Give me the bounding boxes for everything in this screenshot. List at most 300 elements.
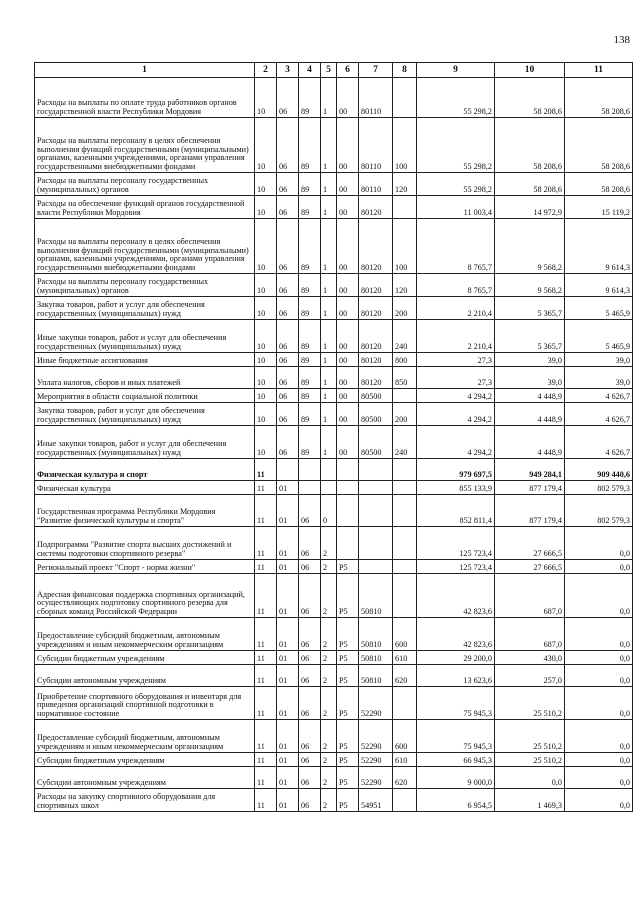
project-code: P5	[337, 665, 359, 687]
section-code: 11	[255, 651, 277, 665]
subsection-code	[277, 459, 299, 481]
amount-col-9: 9 000,0	[417, 767, 495, 789]
amount-col-10: 4 448,9	[495, 389, 565, 403]
target-code: 80120	[359, 297, 393, 320]
expense-type-code: 620	[393, 767, 417, 789]
row-name: Предоставление субсидий бюджетным, автономным учреждениям и иным некоммерческим организациям	[35, 720, 255, 753]
project-code: 00	[337, 274, 359, 297]
amount-col-9: 4 294,2	[417, 389, 495, 403]
subprogram-code: 2	[321, 574, 337, 618]
subprogram-code: 2	[321, 527, 337, 560]
table-row	[35, 219, 633, 274]
expense-type-code	[393, 78, 417, 118]
amount-col-9: 125 723,4	[417, 560, 495, 574]
column-header: 5	[321, 63, 337, 78]
target-code: 80120	[359, 353, 393, 367]
subsection-code: 06	[277, 78, 299, 118]
column-header: 1	[35, 63, 255, 78]
expense-type-code: 120	[393, 173, 417, 196]
project-code: P5	[337, 789, 359, 812]
target-code: 80120	[359, 219, 393, 274]
table-row	[35, 651, 633, 665]
target-code: 80500	[359, 389, 393, 403]
row-name: Субсидии автономным учреждениям	[35, 665, 255, 687]
amount-col-11: 0,0	[565, 720, 633, 753]
expense-type-code: 850	[393, 367, 417, 389]
subprogram-code: 1	[321, 274, 337, 297]
amount-col-10: 0,0	[495, 767, 565, 789]
section-code: 11	[255, 527, 277, 560]
program-code: 06	[299, 574, 321, 618]
amount-col-9: 8 765,7	[417, 219, 495, 274]
row-name: Субсидии автономным учреждениям	[35, 767, 255, 789]
amount-col-10: 27 666,5	[495, 560, 565, 574]
program-code: 06	[299, 527, 321, 560]
table-row	[35, 320, 633, 353]
section-code: 10	[255, 367, 277, 389]
program-code: 89	[299, 173, 321, 196]
column-header: 11	[565, 63, 633, 78]
section-code: 10	[255, 403, 277, 426]
amount-col-11: 802 579,3	[565, 481, 633, 495]
section-code: 11	[255, 767, 277, 789]
amount-col-9: 75 945,3	[417, 720, 495, 753]
subprogram-code: 1	[321, 367, 337, 389]
amount-col-10: 58 208,6	[495, 173, 565, 196]
program-code: 89	[299, 118, 321, 173]
subprogram-code: 2	[321, 720, 337, 753]
subsection-code: 01	[277, 687, 299, 720]
amount-col-11: 39,0	[565, 367, 633, 389]
section-code: 10	[255, 173, 277, 196]
amount-col-9: 75 945,3	[417, 687, 495, 720]
amount-col-10: 25 510,2	[495, 720, 565, 753]
expense-type-code	[393, 389, 417, 403]
row-name: Закупка товаров, работ и услуг для обеспечения государственных (муниципальных) нужд	[35, 297, 255, 320]
expense-type-code	[393, 459, 417, 481]
target-code: 50810	[359, 651, 393, 665]
amount-col-11: 15 119,2	[565, 196, 633, 219]
subsection-code: 06	[277, 173, 299, 196]
section-code: 11	[255, 753, 277, 767]
subprogram-code: 2	[321, 560, 337, 574]
subprogram-code: 2	[321, 651, 337, 665]
amount-col-9: 11 003,4	[417, 196, 495, 219]
table-row	[35, 687, 633, 720]
section-code: 10	[255, 297, 277, 320]
table-row	[35, 173, 633, 196]
amount-col-9: 4 294,2	[417, 426, 495, 459]
amount-col-9: 4 294,2	[417, 403, 495, 426]
amount-col-10: 687,0	[495, 618, 565, 651]
expense-type-code: 100	[393, 219, 417, 274]
row-name: Физическая культура и спорт	[35, 459, 255, 481]
amount-col-10: 949 284,1	[495, 459, 565, 481]
program-code: 06	[299, 687, 321, 720]
amount-col-11: 4 626,7	[565, 389, 633, 403]
subsection-code: 01	[277, 495, 299, 527]
amount-col-10: 58 208,6	[495, 118, 565, 173]
target-code: 80500	[359, 403, 393, 426]
program-code: 89	[299, 320, 321, 353]
project-code: 00	[337, 297, 359, 320]
target-code: 80110	[359, 78, 393, 118]
program-code: 06	[299, 495, 321, 527]
amount-col-9: 29 200,0	[417, 651, 495, 665]
row-name: Адресная финансовая поддержка спортивных организаций, осуществляющих подготовку спортивного резерва для сборных команд Российской Федерации	[35, 574, 255, 618]
table-row	[35, 426, 633, 459]
expense-type-code: 200	[393, 297, 417, 320]
subprogram-code: 1	[321, 353, 337, 367]
project-code: 00	[337, 320, 359, 353]
project-code: 00	[337, 367, 359, 389]
target-code: 80120	[359, 274, 393, 297]
expense-type-code	[393, 527, 417, 560]
row-name: Расходы на выплаты персоналу в целях обеспечения выполнения функций государственными (муниципальными) органами, казенными учреждениями, органами управления государственными внебюджетными фондами	[35, 118, 255, 173]
amount-col-11: 0,0	[565, 767, 633, 789]
section-code: 11	[255, 459, 277, 481]
subsection-code: 01	[277, 789, 299, 812]
subsection-code: 06	[277, 320, 299, 353]
row-name: Уплата налогов, сборов и иных платежей	[35, 367, 255, 389]
section-code: 11	[255, 665, 277, 687]
expense-type-code: 240	[393, 320, 417, 353]
program-code: 06	[299, 618, 321, 651]
subsection-code: 01	[277, 618, 299, 651]
table-row	[35, 481, 633, 495]
amount-col-10: 5 365,7	[495, 320, 565, 353]
subprogram-code: 2	[321, 665, 337, 687]
project-code: 00	[337, 403, 359, 426]
amount-col-9: 125 723,4	[417, 527, 495, 560]
program-code: 06	[299, 767, 321, 789]
row-name: Субсидии бюджетным учреждениям	[35, 651, 255, 665]
row-name: Расходы на обеспечение функций органов государственной власти Республики Мордовия	[35, 196, 255, 219]
subsection-code: 06	[277, 274, 299, 297]
subsection-code: 06	[277, 389, 299, 403]
amount-col-11: 5 465,9	[565, 297, 633, 320]
expense-type-code	[393, 481, 417, 495]
section-code: 11	[255, 687, 277, 720]
table-row	[35, 665, 633, 687]
amount-col-9: 55 298,2	[417, 173, 495, 196]
row-name: Физическая культура	[35, 481, 255, 495]
amount-col-11: 5 465,9	[565, 320, 633, 353]
amount-col-11: 58 208,6	[565, 78, 633, 118]
subprogram-code: 2	[321, 767, 337, 789]
table-row	[35, 574, 633, 618]
program-code: 89	[299, 367, 321, 389]
column-header: 6	[337, 63, 359, 78]
expense-type-code: 200	[393, 403, 417, 426]
subprogram-code: 1	[321, 196, 337, 219]
table-row	[35, 753, 633, 767]
row-name: Иные закупки товаров, работ и услуг для обеспечения государственных (муниципальных) нужд	[35, 426, 255, 459]
amount-col-11: 0,0	[565, 574, 633, 618]
expense-type-code: 800	[393, 353, 417, 367]
target-code: 80110	[359, 173, 393, 196]
amount-col-11: 0,0	[565, 560, 633, 574]
target-code: 80120	[359, 367, 393, 389]
section-code: 10	[255, 196, 277, 219]
program-code: 89	[299, 403, 321, 426]
table-row	[35, 78, 633, 118]
amount-col-9: 27,3	[417, 353, 495, 367]
project-code: 00	[337, 173, 359, 196]
project-code: 00	[337, 426, 359, 459]
target-code: 50810	[359, 574, 393, 618]
subsection-code: 01	[277, 560, 299, 574]
amount-col-11: 4 626,7	[565, 426, 633, 459]
header-row	[35, 63, 633, 78]
row-name: Мероприятия в области социальной политики	[35, 389, 255, 403]
amount-col-10: 14 972,9	[495, 196, 565, 219]
subprogram-code	[321, 481, 337, 495]
amount-col-10: 877 179,4	[495, 495, 565, 527]
subsection-code: 01	[277, 665, 299, 687]
table-row	[35, 118, 633, 173]
target-code	[359, 459, 393, 481]
amount-col-9: 66 945,3	[417, 753, 495, 767]
expense-type-code: 610	[393, 651, 417, 665]
expense-type-code	[393, 789, 417, 812]
expense-type-code: 600	[393, 618, 417, 651]
subsection-code: 06	[277, 403, 299, 426]
target-code	[359, 527, 393, 560]
program-code: 89	[299, 219, 321, 274]
amount-col-10: 687,0	[495, 574, 565, 618]
target-code	[359, 495, 393, 527]
subprogram-code: 1	[321, 389, 337, 403]
table-row	[35, 527, 633, 560]
column-header: 10	[495, 63, 565, 78]
amount-col-11: 9 614,3	[565, 274, 633, 297]
column-header: 9	[417, 63, 495, 78]
row-name: Подпрограмма "Развитие спорта высших достижений и системы подготовки спортивного резерва"	[35, 527, 255, 560]
amount-col-10: 58 208,6	[495, 78, 565, 118]
amount-col-10: 25 510,2	[495, 687, 565, 720]
row-name: Закупка товаров, работ и услуг для обеспечения государственных (муниципальных) нужд	[35, 403, 255, 426]
project-code	[337, 459, 359, 481]
subprogram-code: 2	[321, 618, 337, 651]
project-code: P5	[337, 618, 359, 651]
amount-col-11: 58 208,6	[565, 118, 633, 173]
program-code: 89	[299, 389, 321, 403]
project-code: P5	[337, 560, 359, 574]
section-code: 10	[255, 320, 277, 353]
table-row	[35, 367, 633, 389]
expense-type-code: 120	[393, 274, 417, 297]
subprogram-code: 1	[321, 297, 337, 320]
budget-table	[34, 62, 633, 812]
amount-col-9: 55 298,2	[417, 118, 495, 173]
amount-col-10: 4 448,9	[495, 403, 565, 426]
subprogram-code: 1	[321, 118, 337, 173]
amount-col-10: 430,0	[495, 651, 565, 665]
project-code: P5	[337, 720, 359, 753]
project-code: P5	[337, 651, 359, 665]
subprogram-code: 2	[321, 753, 337, 767]
amount-col-11: 39,0	[565, 353, 633, 367]
subprogram-code: 1	[321, 320, 337, 353]
table-row	[35, 403, 633, 426]
program-code: 06	[299, 651, 321, 665]
row-name: Субсидии бюджетным учреждениям	[35, 753, 255, 767]
amount-col-10: 257,0	[495, 665, 565, 687]
amount-col-11: 0,0	[565, 789, 633, 812]
program-code: 06	[299, 753, 321, 767]
table-row	[35, 720, 633, 753]
program-code: 06	[299, 789, 321, 812]
subsection-code: 06	[277, 196, 299, 219]
expense-type-code: 600	[393, 720, 417, 753]
subprogram-code: 1	[321, 219, 337, 274]
amount-col-10: 39,0	[495, 367, 565, 389]
target-code: 54951	[359, 789, 393, 812]
amount-col-10: 4 448,9	[495, 426, 565, 459]
subsection-code: 06	[277, 118, 299, 173]
table-row	[35, 495, 633, 527]
section-code: 10	[255, 426, 277, 459]
section-code: 10	[255, 118, 277, 173]
amount-col-9: 2 210,4	[417, 320, 495, 353]
program-code: 06	[299, 720, 321, 753]
target-code: 80500	[359, 426, 393, 459]
section-code: 11	[255, 789, 277, 812]
subprogram-code: 0	[321, 495, 337, 527]
target-code	[359, 560, 393, 574]
amount-col-11: 909 440,6	[565, 459, 633, 481]
amount-col-10: 877 179,4	[495, 481, 565, 495]
project-code	[337, 481, 359, 495]
row-name: Иные закупки товаров, работ и услуг для обеспечения государственных (муниципальных) нужд	[35, 320, 255, 353]
subprogram-code: 2	[321, 687, 337, 720]
target-code: 52290	[359, 720, 393, 753]
program-code: 89	[299, 353, 321, 367]
project-code: 00	[337, 219, 359, 274]
expense-type-code: 240	[393, 426, 417, 459]
target-code: 52290	[359, 753, 393, 767]
column-header: 4	[299, 63, 321, 78]
amount-col-9: 2 210,4	[417, 297, 495, 320]
amount-col-11: 0,0	[565, 753, 633, 767]
amount-col-10: 5 365,7	[495, 297, 565, 320]
section-code: 11	[255, 495, 277, 527]
section-code: 11	[255, 618, 277, 651]
amount-col-11: 0,0	[565, 527, 633, 560]
amount-col-9: 27,3	[417, 367, 495, 389]
section-code: 10	[255, 219, 277, 274]
row-name: Расходы на закупку спортивного оборудования для спортивных школ	[35, 789, 255, 812]
project-code: P5	[337, 767, 359, 789]
amount-col-10: 9 568,2	[495, 219, 565, 274]
subsection-code: 01	[277, 767, 299, 789]
amount-col-9: 8 765,7	[417, 274, 495, 297]
program-code: 89	[299, 426, 321, 459]
amount-col-9: 42 823,6	[417, 574, 495, 618]
section-code: 11	[255, 481, 277, 495]
amount-col-10: 25 510,2	[495, 753, 565, 767]
subsection-code: 01	[277, 753, 299, 767]
subsection-code: 06	[277, 297, 299, 320]
section-code: 10	[255, 274, 277, 297]
amount-col-11: 0,0	[565, 618, 633, 651]
subsection-code: 06	[277, 367, 299, 389]
row-name: Иные бюджетные ассигнования	[35, 353, 255, 367]
column-header: 3	[277, 63, 299, 78]
table-row	[35, 618, 633, 651]
expense-type-code: 100	[393, 118, 417, 173]
target-code: 52290	[359, 767, 393, 789]
amount-col-10: 9 568,2	[495, 274, 565, 297]
project-code: 00	[337, 118, 359, 173]
row-name: Расходы на выплаты персоналу в целях обеспечения выполнения функций государственными (муниципальными) органами, казенными учреждениями, органами управления государственными внебюджетными фондами	[35, 219, 255, 274]
amount-col-10: 39,0	[495, 353, 565, 367]
table-row	[35, 789, 633, 812]
expense-type-code	[393, 574, 417, 618]
row-name: Региональный проект "Спорт - норма жизни"	[35, 560, 255, 574]
subsection-code: 01	[277, 574, 299, 618]
target-code: 80110	[359, 118, 393, 173]
expense-type-code	[393, 196, 417, 219]
target-code: 80120	[359, 320, 393, 353]
amount-col-11: 0,0	[565, 665, 633, 687]
amount-col-11: 0,0	[565, 651, 633, 665]
project-code: 00	[337, 353, 359, 367]
subprogram-code: 1	[321, 426, 337, 459]
subsection-code: 01	[277, 481, 299, 495]
row-name: Расходы на выплаты по оплате труда работников органов государственной власти Республики Мордовия	[35, 78, 255, 118]
expense-type-code	[393, 495, 417, 527]
program-code	[299, 459, 321, 481]
amount-col-9: 852 811,4	[417, 495, 495, 527]
expense-type-code	[393, 687, 417, 720]
amount-col-9: 55 298,2	[417, 78, 495, 118]
section-code: 10	[255, 389, 277, 403]
expense-type-code	[393, 560, 417, 574]
row-name: Приобретение спортивного оборудования и инвентаря для приведения организаций спортивной подготовки в нормативное состояние	[35, 687, 255, 720]
subsection-code: 01	[277, 527, 299, 560]
subprogram-code: 1	[321, 403, 337, 426]
row-name: Государственная программа Республики Мордовия "Развитие физической культуры и спорта"	[35, 495, 255, 527]
program-code: 06	[299, 665, 321, 687]
table-row	[35, 389, 633, 403]
page-number: 138	[613, 34, 630, 46]
project-code: 00	[337, 196, 359, 219]
project-code: P5	[337, 753, 359, 767]
target-code	[359, 481, 393, 495]
amount-col-9: 42 823,6	[417, 618, 495, 651]
expense-type-code: 620	[393, 665, 417, 687]
program-code: 89	[299, 297, 321, 320]
amount-col-10: 1 469,3	[495, 789, 565, 812]
amount-col-9: 855 133,9	[417, 481, 495, 495]
project-code: 00	[337, 78, 359, 118]
project-code: P5	[337, 574, 359, 618]
subsection-code: 06	[277, 353, 299, 367]
program-code: 89	[299, 78, 321, 118]
project-code	[337, 495, 359, 527]
section-code: 11	[255, 574, 277, 618]
target-code: 80120	[359, 196, 393, 219]
table-row	[35, 274, 633, 297]
amount-col-9: 6 954,5	[417, 789, 495, 812]
amount-col-11: 4 626,7	[565, 403, 633, 426]
subprogram-code: 1	[321, 173, 337, 196]
subsection-code: 06	[277, 426, 299, 459]
target-code: 50810	[359, 665, 393, 687]
target-code: 52290	[359, 687, 393, 720]
